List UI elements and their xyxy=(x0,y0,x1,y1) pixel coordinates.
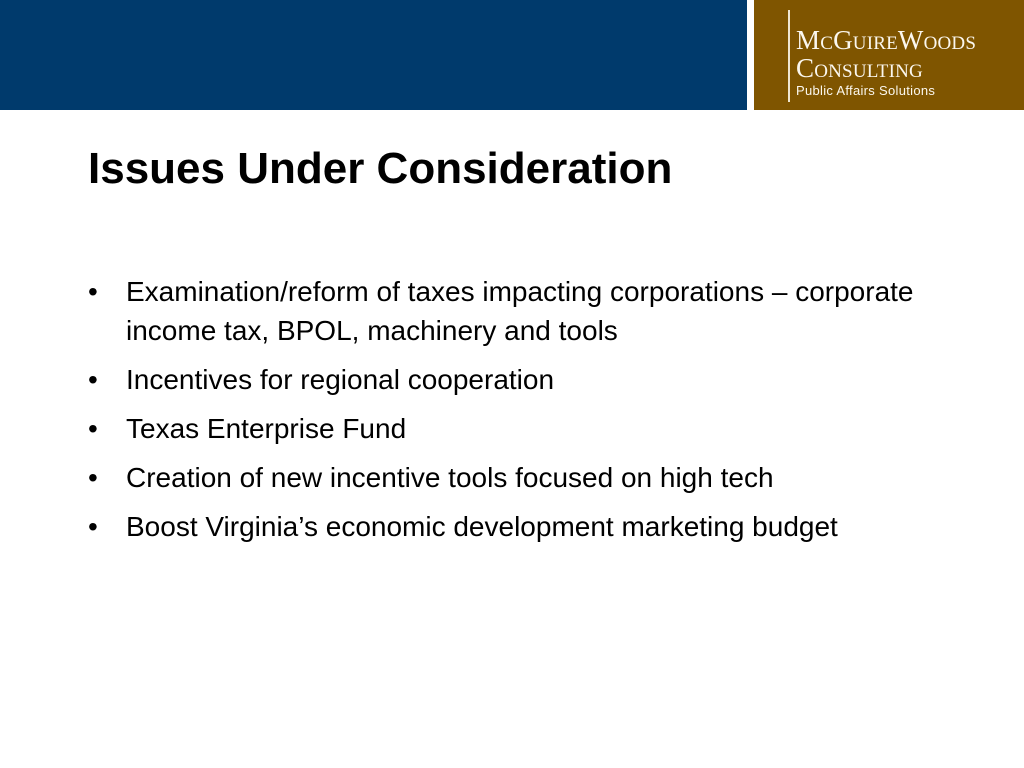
bullet-marker: • xyxy=(88,462,98,493)
bullet-item-tax-reform xyxy=(88,272,958,350)
header-divider xyxy=(747,0,754,110)
bullet-marker: • xyxy=(88,511,98,542)
header-band xyxy=(0,0,747,110)
bullet-text: Examination/reform of taxes impacting corporations – corporate income tax, BPOL, machinery and tools xyxy=(126,276,914,346)
bullet-item-texas-enterprise-fund xyxy=(88,409,958,448)
bullet-marker: • xyxy=(88,276,98,307)
slide-title: Issues Under Consideration xyxy=(88,144,673,193)
bullet-list xyxy=(88,272,958,556)
bullet-text: Boost Virginia’s economic development marketing budget xyxy=(126,511,838,542)
bullet-text: Texas Enterprise Fund xyxy=(126,413,407,444)
bullet-item-high-tech-tools xyxy=(88,458,958,497)
bullet-text: Incentives for regional cooperation xyxy=(126,364,555,395)
bullet-marker: • xyxy=(88,413,98,444)
logo-line-consulting: Consulting xyxy=(796,53,923,83)
logo-tagline: Public Affairs Solutions xyxy=(796,83,936,98)
bullet-marker: • xyxy=(88,364,98,395)
bullet-item-regional-cooperation xyxy=(88,360,958,399)
bullet-item-marketing-budget xyxy=(88,507,958,546)
bullet-text: Creation of new incentive tools focused on high tech xyxy=(126,462,774,493)
company-logo xyxy=(754,0,1024,110)
logo-divider-rule xyxy=(788,10,790,102)
logo-line-mcguirewoods: McGuireWoods xyxy=(796,25,977,55)
